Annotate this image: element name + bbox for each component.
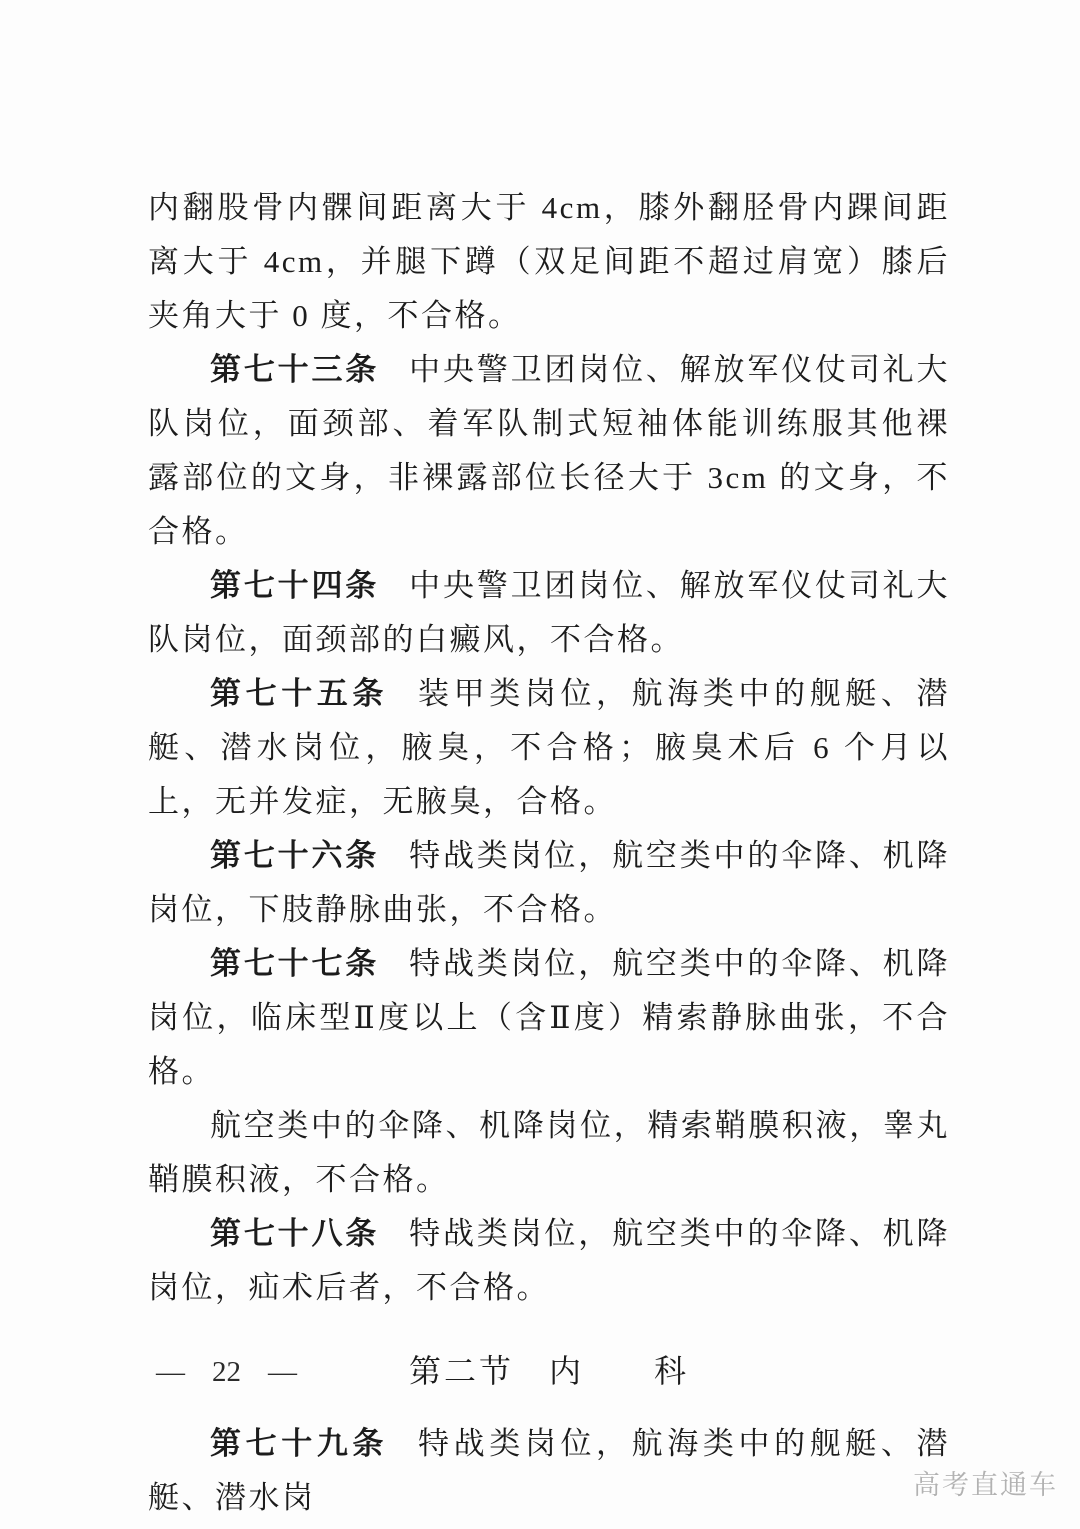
article-number: 第七十三条 xyxy=(210,352,380,387)
article-number: 第七十四条 xyxy=(210,568,380,603)
article-paragraph xyxy=(148,1417,950,1525)
article-number: 第七十八条 xyxy=(210,1216,380,1251)
paragraph-text: 特战类岗位，航空类中的伞降、机降岗位，下肢静脉曲张，不合格。 xyxy=(148,838,950,927)
paragraph-text: 特战类岗位，航空类中的伞降、机降岗位，临床型Ⅱ度以上（含Ⅱ度）精索静脉曲张，不合格。 xyxy=(148,946,950,1089)
document-content xyxy=(148,181,950,1525)
page-number-dash-right: — xyxy=(268,1356,297,1388)
paragraph-text: 特战类岗位，航海类中的舰艇、潜艇、潜水岗 xyxy=(148,1426,951,1515)
paragraph-text: 装甲类岗位，航海类中的舰艇、潜艇、潜水岗位，腋臭，不合格；腋臭术后 6 个月以上，无并发症，无腋臭，合格。 xyxy=(148,676,951,819)
paragraph-text: 中央警卫团岗位、解放军仪仗司礼大队岗位，面颈部、着军队制式短袖体能训练服其他裸露部位的文身，非裸露部位长径大于 3cm 的文身，不合格。 xyxy=(148,352,950,549)
body-paragraph xyxy=(148,1099,950,1207)
paragraph-text: 特战类岗位，航空类中的伞降、机降岗位，疝术后者，不合格。 xyxy=(148,1216,950,1305)
article-number: 第七十六条 xyxy=(210,838,380,873)
article-number: 第七十五条 xyxy=(210,676,389,711)
article-paragraph xyxy=(148,1207,950,1315)
paragraph-text: 内翻股骨内髁间距离大于 4cm，膝外翻胫骨内踝间距离大于 4cm，并腿下蹲（双足间距不超过肩宽）膝后夹角大于 0 度，不合格。 xyxy=(148,190,950,333)
article-number: 第七十七条 xyxy=(210,946,380,981)
article-paragraph xyxy=(148,343,950,559)
page-number-value: 22 xyxy=(212,1356,241,1388)
paragraph-text: 航空类中的伞降、机降岗位，精索鞘膜积液，睾丸鞘膜积液，不合格。 xyxy=(148,1108,950,1197)
body-paragraph xyxy=(148,181,950,343)
page-number xyxy=(156,1356,297,1389)
article-paragraph xyxy=(148,559,950,667)
section-heading: 第二节 内 科 xyxy=(408,1353,689,1389)
article-paragraph xyxy=(148,829,950,937)
page-number-dash-left: — xyxy=(156,1356,185,1388)
article-paragraph xyxy=(148,937,950,1099)
watermark-text: 高考直通车 xyxy=(913,1470,1058,1500)
paragraph-text: 中央警卫团岗位、解放军仪仗司礼大队岗位，面颈部的白癜风，不合格。 xyxy=(148,568,950,657)
article-number: 第七十九条 xyxy=(210,1426,389,1461)
article-paragraph xyxy=(148,667,950,829)
